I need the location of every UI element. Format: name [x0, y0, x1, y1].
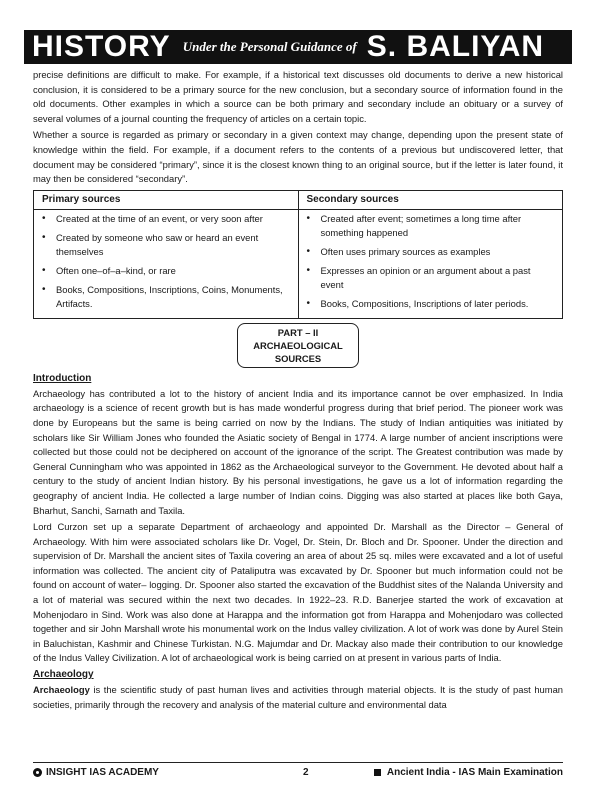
part-title: ARCHAEOLOGICAL SOURCES [253, 339, 343, 364]
square-bullet-icon [374, 769, 381, 776]
archaeology-definition: is the scientific study of past human lives and activities through material objects. It is the study of past human societies, primarily through the recovery and analysis of the material culture and environmental data [33, 684, 563, 710]
header-author: S. BALIYAN [366, 30, 545, 63]
list-item: • Created after event; sometimes a long time after something happened [305, 212, 557, 240]
footer-book [374, 767, 563, 778]
introduction-heading: Introduction [33, 372, 92, 384]
footer-academy-name: INSIGHT IAS ACADEMY [46, 767, 159, 778]
list-item: • Books, Compositions, Inscriptions, Coins, Monuments, Artifacts. [40, 283, 292, 311]
list-item: • Created at the time of an event, or very soon after [40, 212, 292, 226]
table-header-secondary: Secondary sources [298, 190, 563, 209]
intro-paragraph-2: Whether a source is regarded as primary or secondary in a given context may change, depending upon the present state of knowledge within the field. For example, if a document refers to the contents of a previous but undiscovered letter, that document may be considered “primary”, since it is the closest known thing to an original source, but if the letter is later found, it may then be considered “secondary”. [33, 129, 563, 185]
sources-table [33, 190, 563, 319]
list-item: • Expresses an opinion or an argument about a past event [305, 264, 557, 292]
list-item: • Often uses primary sources as examples [305, 245, 557, 259]
list-item: • Often one–of–a–kind, or rare [40, 264, 292, 278]
secondary-sources-cell [298, 209, 563, 318]
part-number: PART – II [277, 326, 319, 338]
page-footer [33, 762, 563, 783]
list-item: • Books, Compositions, Inscriptions of later periods. [305, 297, 557, 311]
archaeology-term: Archaeology [33, 684, 90, 696]
header-guidance: Under the Personal Guidance of [182, 39, 357, 54]
footer-book-title: Ancient India - IAS Main Examination [386, 767, 563, 778]
table-header-primary: Primary sources [34, 190, 299, 209]
intro-paragraph-1: precise definitions are difficult to make. For example, if a historical text discusses old documents to derive a new historical conclusion, it is considered to be a primary source for the new conclusion, but a secondary source of information found in the old documents. Other examples in which a source can be both primary and secondary include an obituary or a survey of several volumes of a journal counting the frequency of articles on a certain topic. [33, 69, 563, 124]
archaeology-heading: Archaeology [33, 669, 94, 681]
footer-academy [33, 767, 159, 778]
introduction-paragraph-1: Archaeology has contributed a lot to the history of ancient India and its importance cannot be over emphasized. In India archaeology is a science of recent growth but is has made wonderful progress during that brief period. The pioneer work was done by Europeans but the same is being carried on now by the Indians. The study of Indian antiquities was initiated by scholars like Sir William Jones who founded the Asiatic society of Bengal in 1774. A large number of ancient inscriptions were collected but those could not be deciphered on account of the ignorance of the script. The Greatest contribution was made by General Cunningham who was appointed in 1862 as the Archaeological surveyor to the Government. He devoted about half a century to the study of ancient Indian history. By his personal investigations, he gave us a lot of information regarding the geography of ancient India. He collected a large number of Indian coins. Digging was also started at places like both Gaya, Bharhut, Sanchi, Sarnath and Taxila. [33, 387, 563, 516]
part-heading-box [237, 323, 359, 368]
page-header [24, 30, 572, 64]
introduction-paragraph-2: Lord Curzon set up a separate Department of archaeology and appointed Dr. Marshall as the Director – General of Archaeology. With him were associated scholars like Dr. Vogel, Dr. Stein, Dr. Bloch and Dr. Spooner. Under the direction and supervision of Dr. Marshall the ancient sites of Taxila covering an area of about 25 sq. miles were excavated and a lot of useful information was collected. The ancient city of Pataliputra was excavated by Dr. Spooner but much information could not be found on account of water– logging. Dr. Spooner also started the excavation of the Buddhist sites of the Nalanda University and a lot of material was secured within the next two decades. In 1922–23. R.D. Banerjee started the work of excavation at Mohenjodaro in Sind. Work was also done at Harappa and the information got from Harappa and Mohenjodaro was collected together and sir John Marshall wrote his monumental work on the Indus valley civilization. A lot of work was done by Aurel Stein in Baluchistan, Kashmir and Chinese Turkistan. N.G. Majumdar and Dr. Mackay also made their contribution to our knowledge of the Indus Valley Civilization. A lot of archaeological work is being carried on at present in various parts of India. [33, 521, 563, 664]
primary-sources-cell [34, 209, 299, 318]
header-subject: HISTORY [32, 30, 171, 63]
archaeology-paragraph [33, 683, 563, 712]
list-item: • Created by someone who saw or heard an event themselves [40, 231, 292, 259]
page-content [33, 68, 563, 714]
page-number: 2 [303, 767, 309, 778]
academy-logo-icon [33, 768, 42, 777]
